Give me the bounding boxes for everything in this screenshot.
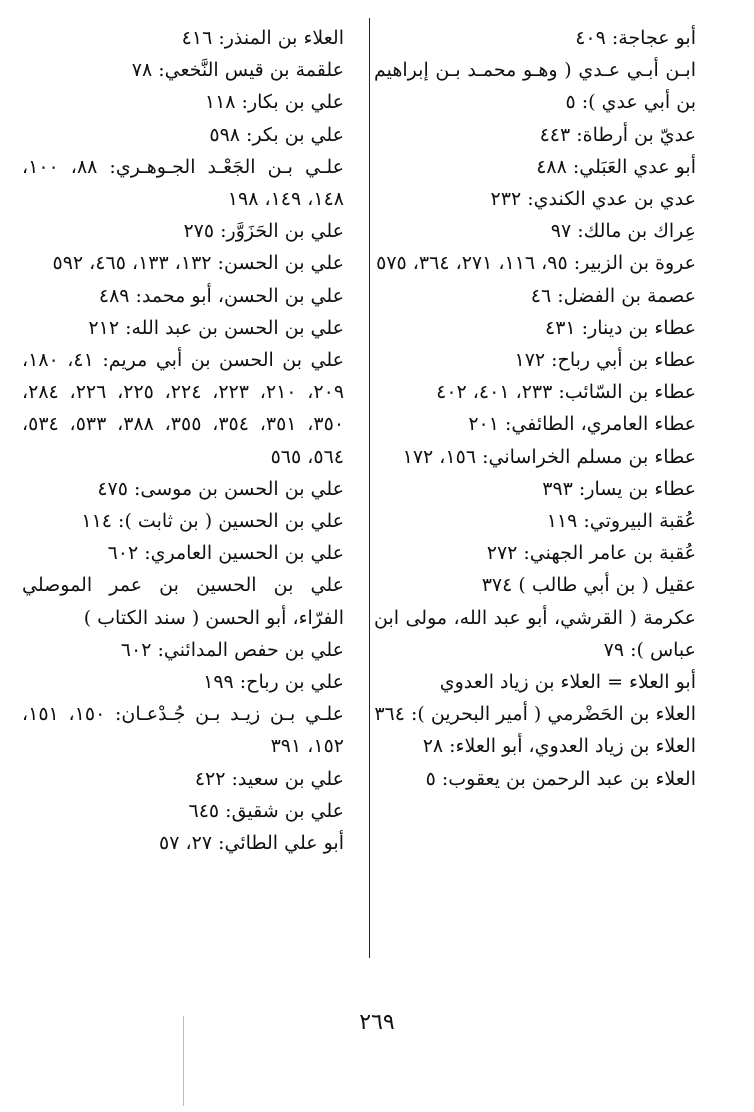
index-entry: علي بن الحسن بن أبي مريم: ٤١، ١٨٠، ٢٠٩، ٢١٠، ٢٢٣، ٢٢٤، ٢٢٥، ٢٢٦، ٢٨٤، ٣٥٠، ٣٥١، ٣٥٤، ٣٥٥، ٣٨٨، ٥٣٣، ٥٣٤، ٥٦٤، ٥٦٥	[22, 349, 345, 468]
index-entry: عطاء العامري، الطائفي: ٢٠١	[468, 413, 696, 436]
index-entry: عدي بن عدي الكندي: ٢٣٢	[490, 188, 696, 211]
index-entry: عطاء بن يسار: ٣٩٣	[542, 477, 696, 500]
scan-mark	[183, 1016, 184, 1106]
index-column-left	[22, 22, 344, 859]
index-entry: عطاء بن دينار: ٤٣١	[545, 316, 696, 339]
index-entry: العلاء بن الحَضْرمي ( أمير البحرين ): ٣٦٤	[374, 703, 696, 726]
index-entry: أبو عدي العَبَلي: ٤٨٨	[536, 155, 696, 178]
index-entry: علي بن بكار: ١١٨	[204, 91, 344, 114]
index-entry: عُقبة بن عامر الجهني: ٢٧٢	[486, 542, 696, 565]
index-entry: عطاء بن السّائب: ٢٣٣، ٤٠١، ٤٠٢	[436, 381, 696, 404]
index-entry: أبو علي الطائي: ٢٧، ٥٧	[159, 832, 344, 855]
index-entry: علي بن الحسن بن موسى: ٤٧٥	[97, 477, 344, 500]
index-entry: عروة بن الزبير: ٩٥، ١١٦، ٢٧١، ٣٦٤، ٥٧٥	[376, 252, 696, 275]
index-entry: علي بن سعيد: ٤٢٢	[194, 767, 344, 790]
index-entry: علي بن رباح: ١٩٩	[203, 671, 344, 694]
index-entry: عديّ بن أرطاة: ٤٤٣	[539, 123, 696, 146]
index-entry: علي بن الحسن، أبو محمد: ٤٨٩	[98, 284, 344, 307]
index-entry: أبو العلاء = العلاء بن زياد العدوي	[439, 671, 696, 694]
index-entry: عطاء بن أبي رباح: ١٧٢	[514, 349, 696, 372]
column-divider	[369, 18, 370, 958]
index-entry: عصمة بن الفضل: ٤٦	[530, 284, 696, 307]
page-number: ٢٦٩	[359, 1010, 395, 1035]
index-entry: علي بن الحسين ( بن ثابت ): ١١٤	[81, 510, 344, 533]
index-entry: عقيل ( بن أبي طالب ) ٣٧٤	[481, 574, 696, 597]
index-entry: ابـن أبـي عـدي ( وهـو محمـد بـن إبراهيم بن أبي عدي ): ٥	[374, 59, 696, 114]
index-column-right	[374, 22, 696, 795]
index-entry: علي بن شقيق: ٦٤٥	[188, 799, 344, 822]
index-entry: عُقبة البيروتي: ١١٩	[546, 510, 696, 533]
index-entry: العلاء بن زياد العدوي، أبو العلاء: ٢٨	[422, 735, 696, 758]
index-entry: علقمة بن قيس النَّخعي: ٧٨	[131, 59, 344, 82]
index-entry: علي بن بكر: ٥٩٨	[209, 123, 344, 146]
index-entry: علي بن حفص المدائني: ٦٠٢	[120, 638, 344, 661]
index-entry: عكرمة ( القرشي، أبو عبد الله، مولى ابن عباس ): ٧٩	[374, 606, 696, 661]
index-entry: عطاء بن مسلم الخراساني: ١٥٦، ١٧٢	[402, 445, 696, 468]
index-entry: علي بن الحسن بن عبد الله: ٢١٢	[88, 316, 344, 339]
index-entry: علـي بـن زيـد بـن جُـدْعـان: ١٥٠، ١٥١، ١٥٢، ٣٩١	[22, 703, 345, 758]
index-entry: علي بن الحَزَوَّر: ٢٧٥	[183, 220, 344, 243]
index-entry: العلاء بن عبد الرحمن بن يعقوب: ٥	[425, 767, 696, 790]
index-entry: علـي بـن الجَعْـد الجـوهـري: ٨٨، ١٠٠، ١٤٨، ١٤٩، ١٩٨	[22, 155, 345, 211]
index-entry: علي بن الحسين بن عمر الموصلي الفرّاء، أبو الحسن ( سند الكتاب )	[22, 574, 344, 629]
index-entry: العلاء بن المنذر: ٤١٦	[181, 27, 344, 49]
index-entry: علي بن الحسن: ١٣٢، ١٣٣، ٤٦٥، ٥٩٢	[52, 252, 344, 275]
index-entry: عِراك بن مالك: ٩٧	[550, 220, 696, 243]
index-entry: أبو عجاجة: ٤٠٩	[575, 27, 696, 49]
index-entry: علي بن الحسين العامري: ٦٠٢	[107, 542, 344, 565]
